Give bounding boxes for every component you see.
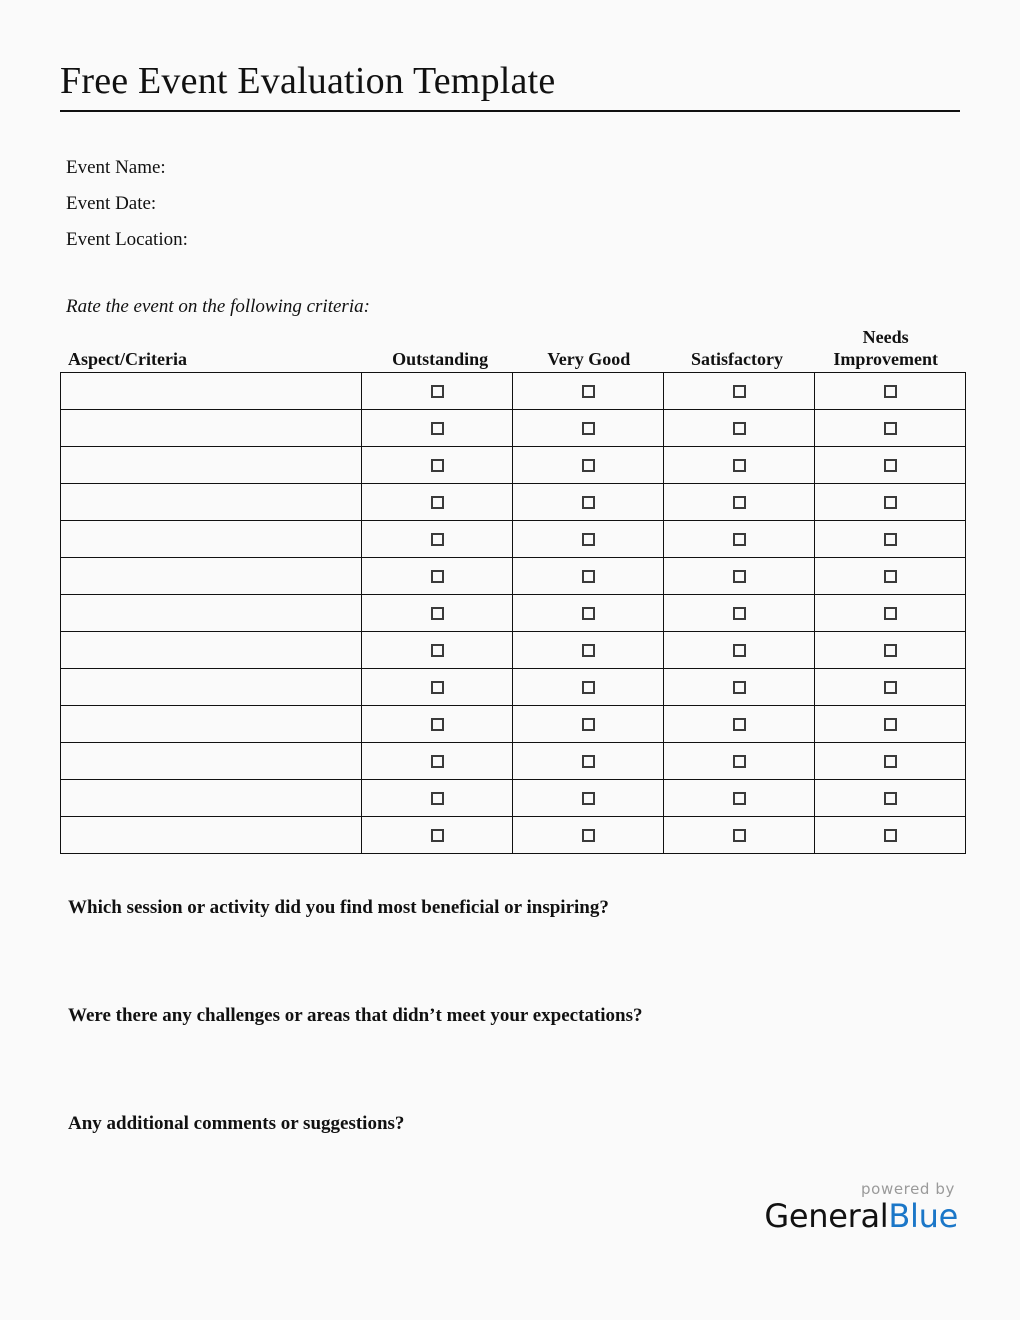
rating-cell-very-good[interactable] — [513, 521, 664, 558]
aspect-input-cell[interactable] — [61, 558, 362, 595]
rating-cell-needs-improvement[interactable] — [815, 558, 966, 595]
rating-cell-satisfactory[interactable] — [664, 780, 815, 817]
rating-cell-very-good[interactable] — [513, 484, 664, 521]
empty-checkbox-icon[interactable] — [431, 681, 444, 694]
rating-cell-outstanding[interactable] — [362, 632, 513, 669]
empty-checkbox-icon[interactable] — [431, 792, 444, 805]
empty-checkbox-icon[interactable] — [582, 681, 595, 694]
rating-table-header — [60, 324, 960, 372]
table-row — [61, 410, 966, 447]
rating-cell-outstanding[interactable] — [362, 780, 513, 817]
empty-checkbox-icon[interactable] — [582, 533, 595, 546]
rating-cell-very-good[interactable] — [513, 558, 664, 595]
rating-cell-very-good[interactable] — [513, 410, 664, 447]
rating-cell-satisfactory[interactable] — [664, 706, 815, 743]
rating-cell-satisfactory[interactable] — [664, 632, 815, 669]
rating-cell-satisfactory[interactable] — [664, 447, 815, 484]
question-challenges: Were there any challenges or areas that didn’t meet your expectations? — [68, 1005, 643, 1026]
rating-cell-satisfactory[interactable] — [664, 410, 815, 447]
aspect-input-cell[interactable] — [61, 743, 362, 780]
empty-checkbox-icon[interactable] — [582, 459, 595, 472]
rating-cell-satisfactory[interactable] — [664, 817, 815, 854]
header-aspect-criteria: Aspect/Criteria — [68, 349, 187, 369]
empty-checkbox-icon[interactable] — [582, 718, 595, 731]
table-row — [61, 521, 966, 558]
table-row — [61, 780, 966, 817]
rating-cell-needs-improvement[interactable] — [815, 484, 966, 521]
rating-cell-needs-improvement[interactable] — [815, 669, 966, 706]
empty-checkbox-icon[interactable] — [884, 459, 897, 472]
table-row — [61, 484, 966, 521]
rating-table-body — [61, 373, 966, 854]
empty-checkbox-icon[interactable] — [431, 385, 444, 398]
rating-cell-satisfactory[interactable] — [664, 558, 815, 595]
aspect-input-cell[interactable] — [61, 817, 362, 854]
empty-checkbox-icon[interactable] — [431, 644, 444, 657]
rating-cell-outstanding[interactable] — [362, 447, 513, 484]
rating-cell-needs-improvement[interactable] — [815, 817, 966, 854]
table-row — [61, 669, 966, 706]
rating-cell-outstanding[interactable] — [362, 373, 513, 410]
empty-checkbox-icon[interactable] — [733, 755, 746, 768]
rating-cell-very-good[interactable] — [513, 780, 664, 817]
rating-cell-needs-improvement[interactable] — [815, 447, 966, 484]
empty-checkbox-icon[interactable] — [582, 607, 595, 620]
aspect-input-cell[interactable] — [61, 706, 362, 743]
rating-cell-very-good[interactable] — [513, 595, 664, 632]
empty-checkbox-icon[interactable] — [582, 422, 595, 435]
rating-cell-outstanding[interactable] — [362, 595, 513, 632]
empty-checkbox-icon[interactable] — [884, 792, 897, 805]
empty-checkbox-icon[interactable] — [884, 718, 897, 731]
aspect-input-cell[interactable] — [61, 410, 362, 447]
empty-checkbox-icon[interactable] — [884, 496, 897, 509]
rating-cell-satisfactory[interactable] — [664, 373, 815, 410]
header-outstanding: Outstanding — [392, 349, 489, 369]
brand-general-text: General — [764, 1197, 889, 1235]
question-additional-comments: Any additional comments or suggestions? — [68, 1113, 405, 1134]
generalblue-logo — [764, 1198, 958, 1234]
header-needs-improvement-line2: Improvement — [833, 349, 938, 369]
aspect-input-cell[interactable] — [61, 521, 362, 558]
table-row — [61, 632, 966, 669]
rating-cell-satisfactory[interactable] — [664, 669, 815, 706]
aspect-input-cell[interactable] — [61, 632, 362, 669]
empty-checkbox-icon[interactable] — [884, 533, 897, 546]
empty-checkbox-icon[interactable] — [733, 422, 746, 435]
header-needs-improvement — [811, 326, 960, 372]
rating-cell-outstanding[interactable] — [362, 484, 513, 521]
empty-checkbox-icon[interactable] — [431, 570, 444, 583]
empty-checkbox-icon[interactable] — [733, 681, 746, 694]
rating-cell-needs-improvement[interactable] — [815, 780, 966, 817]
field-event-date: Event Date: — [66, 193, 157, 214]
rating-cell-outstanding[interactable] — [362, 669, 513, 706]
table-row — [61, 706, 966, 743]
rating-cell-satisfactory[interactable] — [664, 743, 815, 780]
rating-cell-very-good[interactable] — [513, 817, 664, 854]
rating-cell-satisfactory[interactable] — [664, 595, 815, 632]
header-needs-improvement-line1: Needs — [862, 327, 909, 347]
rating-table — [60, 372, 966, 854]
empty-checkbox-icon[interactable] — [733, 496, 746, 509]
rating-cell-needs-improvement[interactable] — [815, 706, 966, 743]
footer-logo — [764, 1180, 958, 1234]
empty-checkbox-icon[interactable] — [431, 718, 444, 731]
rating-cell-needs-improvement[interactable] — [815, 595, 966, 632]
rating-cell-very-good[interactable] — [513, 669, 664, 706]
empty-checkbox-icon[interactable] — [582, 570, 595, 583]
table-row — [61, 743, 966, 780]
empty-checkbox-icon[interactable] — [884, 644, 897, 657]
empty-checkbox-icon[interactable] — [582, 792, 595, 805]
empty-checkbox-icon[interactable] — [431, 422, 444, 435]
aspect-input-cell[interactable] — [61, 669, 362, 706]
empty-checkbox-icon[interactable] — [431, 607, 444, 620]
empty-checkbox-icon[interactable] — [733, 718, 746, 731]
rating-cell-very-good[interactable] — [513, 706, 664, 743]
rating-cell-outstanding[interactable] — [362, 558, 513, 595]
table-row — [61, 373, 966, 410]
header-very-good: Very Good — [547, 349, 631, 369]
rating-instruction: Rate the event on the following criteria: — [66, 296, 370, 317]
empty-checkbox-icon[interactable] — [884, 385, 897, 398]
powered-by-label: powered by — [861, 1180, 955, 1198]
empty-checkbox-icon[interactable] — [431, 533, 444, 546]
rating-cell-needs-improvement[interactable] — [815, 521, 966, 558]
rating-cell-satisfactory[interactable] — [664, 484, 815, 521]
rating-cell-very-good[interactable] — [513, 447, 664, 484]
empty-checkbox-icon[interactable] — [733, 644, 746, 657]
aspect-input-cell[interactable] — [61, 595, 362, 632]
empty-checkbox-icon[interactable] — [884, 607, 897, 620]
aspect-input-cell[interactable] — [61, 373, 362, 410]
table-row — [61, 817, 966, 854]
title-block — [60, 58, 960, 112]
table-row — [61, 447, 966, 484]
empty-checkbox-icon[interactable] — [884, 681, 897, 694]
empty-checkbox-icon[interactable] — [582, 755, 595, 768]
field-event-name: Event Name: — [66, 157, 166, 178]
rating-cell-needs-improvement[interactable] — [815, 373, 966, 410]
rating-cell-very-good[interactable] — [513, 373, 664, 410]
empty-checkbox-icon[interactable] — [582, 385, 595, 398]
rating-cell-very-good[interactable] — [513, 632, 664, 669]
empty-checkbox-icon[interactable] — [733, 385, 746, 398]
empty-checkbox-icon[interactable] — [884, 422, 897, 435]
empty-checkbox-icon[interactable] — [733, 533, 746, 546]
empty-checkbox-icon[interactable] — [884, 755, 897, 768]
empty-checkbox-icon[interactable] — [582, 496, 595, 509]
empty-checkbox-icon[interactable] — [884, 829, 897, 842]
rating-cell-needs-improvement[interactable] — [815, 410, 966, 447]
rating-cell-outstanding[interactable] — [362, 410, 513, 447]
event-fields — [66, 150, 666, 258]
rating-cell-needs-improvement[interactable] — [815, 632, 966, 669]
aspect-input-cell[interactable] — [61, 484, 362, 521]
rating-cell-very-good[interactable] — [513, 743, 664, 780]
table-row — [61, 595, 966, 632]
empty-checkbox-icon[interactable] — [582, 829, 595, 842]
rating-cell-outstanding[interactable] — [362, 743, 513, 780]
page-title: Free Event Evaluation Template — [60, 60, 556, 102]
empty-checkbox-icon[interactable] — [733, 459, 746, 472]
rating-cell-outstanding[interactable] — [362, 817, 513, 854]
empty-checkbox-icon[interactable] — [582, 644, 595, 657]
empty-checkbox-icon[interactable] — [733, 829, 746, 842]
empty-checkbox-icon[interactable] — [733, 792, 746, 805]
empty-checkbox-icon[interactable] — [884, 570, 897, 583]
empty-checkbox-icon[interactable] — [733, 607, 746, 620]
empty-checkbox-icon[interactable] — [431, 755, 444, 768]
rating-cell-satisfactory[interactable] — [664, 521, 815, 558]
empty-checkbox-icon[interactable] — [431, 496, 444, 509]
brand-blue-text: Blue — [888, 1197, 958, 1235]
empty-checkbox-icon[interactable] — [431, 459, 444, 472]
rating-cell-outstanding[interactable] — [362, 706, 513, 743]
rating-cell-needs-improvement[interactable] — [815, 743, 966, 780]
table-row — [61, 558, 966, 595]
question-most-beneficial: Which session or activity did you find most beneficial or inspiring? — [68, 897, 609, 918]
aspect-input-cell[interactable] — [61, 447, 362, 484]
rating-cell-outstanding[interactable] — [362, 521, 513, 558]
field-event-location: Event Location: — [66, 229, 188, 250]
header-satisfactory: Satisfactory — [691, 349, 783, 369]
empty-checkbox-icon[interactable] — [733, 570, 746, 583]
empty-checkbox-icon[interactable] — [431, 829, 444, 842]
aspect-input-cell[interactable] — [61, 780, 362, 817]
